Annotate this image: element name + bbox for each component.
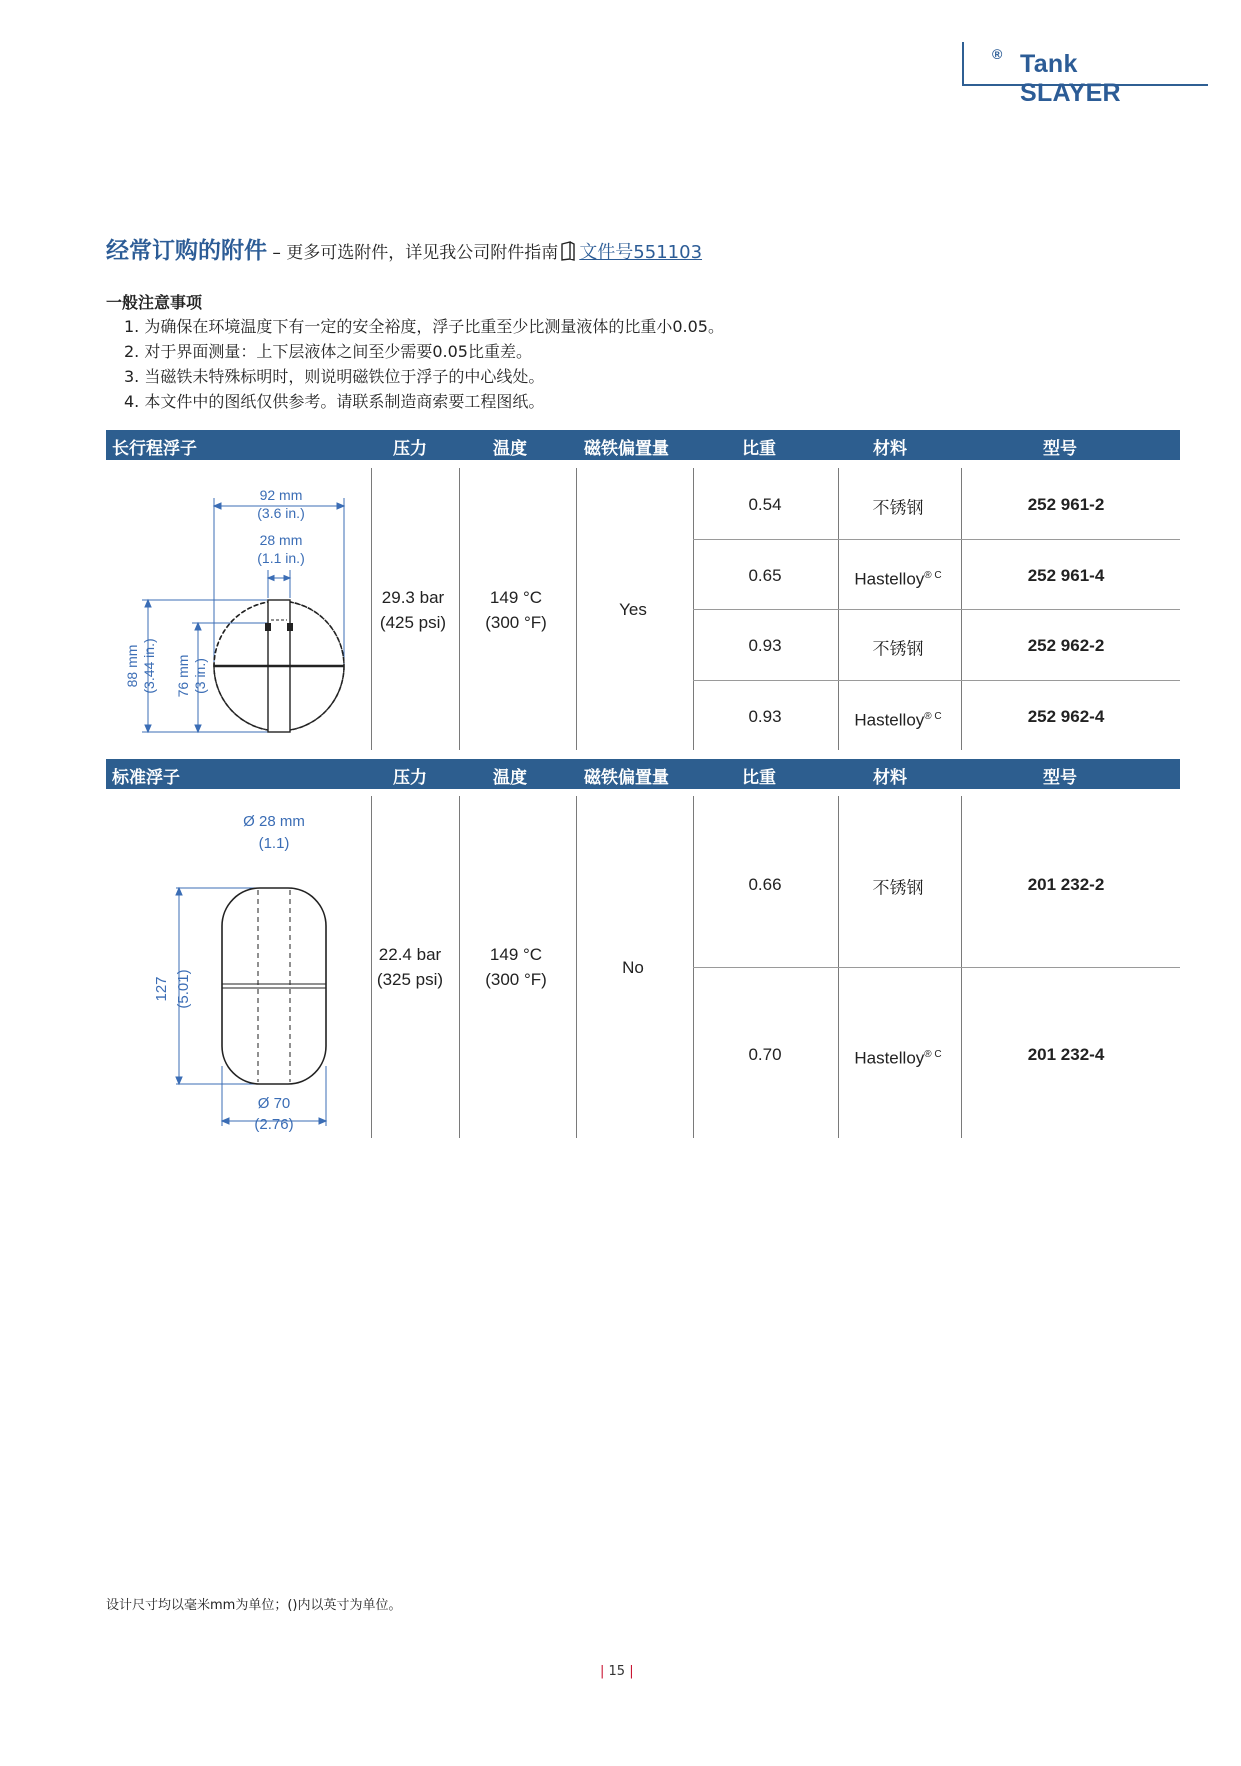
note-item: 2. 对于界面测量：上下层液体之间至少需要0.05比重差。	[124, 342, 532, 361]
dim-width-mm: 92 mm	[259, 487, 303, 503]
dim-bore-mm: 28 mm	[259, 532, 303, 548]
temperature-value: 149 °C (300 °F)	[485, 588, 547, 632]
dim-width-in: (3.6 in.)	[257, 505, 305, 521]
material-value: Hastelloy$^{® C}$	[854, 710, 942, 730]
col-model: 型号	[1043, 768, 1077, 788]
table-header-standard	[106, 759, 1180, 789]
dim-inner-in: (3 in.)	[192, 658, 208, 694]
dim-height-mm: 88 mm	[124, 644, 140, 688]
dim-height-in: (3.44 in.)	[141, 638, 157, 694]
offset-value: No	[622, 958, 644, 977]
model-number: 252 961-2	[1027, 495, 1105, 514]
sg-value: 0.93	[748, 707, 782, 726]
col-temperature: 温度	[493, 768, 527, 788]
model-number: 252 962-4	[1027, 707, 1105, 726]
dim-dia-mm: Ø 70	[257, 1095, 291, 1112]
dim-bore-mm: Ø 28 mm	[243, 813, 305, 830]
pressure-value: 29.3 bar (425 psi)	[379, 588, 447, 632]
col-temperature: 温度	[493, 439, 527, 459]
section-title: 经常订购的附件	[106, 238, 267, 264]
model-number: 252 961-4	[1027, 566, 1105, 585]
standard-float-drawing	[106, 796, 371, 1138]
col-offset: 磁铁偏置量	[584, 768, 669, 788]
dim-height-mm: 127	[153, 976, 170, 1002]
col-model: 型号	[1043, 439, 1077, 459]
dim-bore-in: (1.1 in.)	[257, 550, 305, 566]
temperature-value: 149 °C (300 °F)	[485, 945, 547, 989]
material-value: 不锈钢	[872, 878, 924, 898]
sg-value: 0.70	[748, 1045, 782, 1064]
notes-title: 一般注意事项	[106, 293, 203, 312]
col-pressure: 压力	[393, 439, 427, 459]
table-name: 标准浮子	[112, 768, 180, 788]
material-value: 不锈钢	[872, 639, 924, 659]
note-item: 3. 当磁铁未特殊标明时，则说明磁铁位于浮子的中心线处。	[124, 367, 545, 386]
col-sg: 比重	[742, 439, 776, 459]
col-material: 材料	[873, 768, 907, 788]
brand-name: Tank SLAYER	[1020, 50, 1121, 107]
offset-value: Yes	[619, 600, 647, 619]
document-icon	[561, 241, 575, 265]
sg-value: 0.93	[748, 636, 782, 655]
dim-dia-in: (2.76)	[254, 1116, 294, 1133]
col-material: 材料	[873, 439, 907, 459]
section-subtitle: – 更多可选附件，详见我公司附件指南	[267, 243, 559, 263]
col-offset: 磁铁偏置量	[584, 439, 669, 459]
material-value: Hastelloy$^{® C}$	[854, 569, 942, 589]
sg-value: 0.54	[748, 495, 782, 514]
pressure-value: 22.4 bar (325 psi)	[376, 945, 444, 989]
dim-bore-in: (1.1)	[258, 835, 290, 852]
material-value: Hastelloy$^{® C}$	[854, 1048, 942, 1068]
section-heading	[106, 232, 702, 265]
model-number: 201 232-4	[1027, 1045, 1105, 1064]
col-pressure: 压力	[393, 768, 427, 788]
table-name: 长行程浮子	[112, 439, 197, 459]
brand-reg: ®	[992, 46, 1003, 62]
document-link[interactable]: 文件号551103	[579, 242, 703, 263]
note-item: 4. 本文件中的图纸仅供参考。请联系制造商索要工程图纸。	[124, 392, 545, 411]
footnote: 设计尺寸均以毫米mm为单位；()内以英寸为单位。	[106, 1598, 402, 1613]
material-value: 不锈钢	[872, 498, 924, 518]
model-number: 201 232-2	[1027, 875, 1105, 894]
dim-inner-mm: 76 mm	[175, 654, 191, 698]
dim-height-in: (5.01)	[175, 969, 192, 1009]
sg-value: 0.65	[748, 566, 782, 585]
long-stroke-float-drawing	[106, 468, 371, 750]
note-item: 1. 为确保在环境温度下有一定的安全裕度，浮子比重至少比测量液体的比重小0.05。	[124, 317, 724, 336]
model-number: 252 962-2	[1027, 636, 1105, 655]
brand-mark	[962, 42, 1208, 107]
col-sg: 比重	[742, 768, 776, 788]
page-number: | 15 |	[600, 1664, 634, 1679]
table-header-long-stroke	[106, 430, 1180, 460]
notes-list	[124, 314, 724, 414]
sg-value: 0.66	[748, 875, 782, 894]
